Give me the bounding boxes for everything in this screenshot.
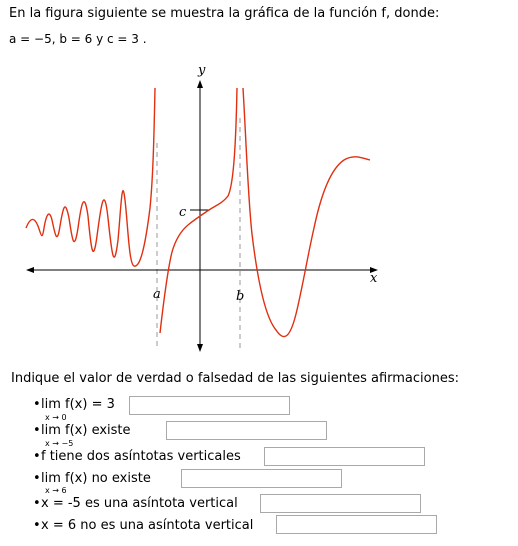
y-axis-label: y: [198, 63, 206, 78]
statement-text: f tiene dos asíntotas verticales: [41, 449, 241, 464]
x-axis-left-arrow: [26, 267, 34, 273]
b-label: b: [236, 289, 245, 304]
answer-input-1[interactable]: [129, 396, 290, 415]
y-axis-up-arrow: [197, 80, 203, 88]
intro-text: En la figura siguiente se muestra la gráfica de la función f, donde:: [9, 6, 440, 21]
parameters-text: a = −5, b = 6 y c = 3 .: [9, 32, 147, 46]
bullet: •: [33, 518, 41, 533]
limit-subscript: x → 6: [45, 486, 67, 495]
answer-input-4[interactable]: [181, 469, 342, 488]
y-axis-down-arrow: [197, 344, 203, 352]
c-label: c: [179, 205, 187, 220]
x-axis-label: x: [370, 271, 378, 286]
answer-input-3[interactable]: [264, 447, 425, 466]
bullet: •: [33, 496, 41, 511]
bullet: •: [33, 423, 41, 438]
statement-text: lim f(x) = 3: [41, 397, 115, 412]
limit-subscript: x → 0: [45, 413, 67, 422]
a-label: a: [153, 287, 161, 302]
bullet: •: [33, 397, 41, 412]
statement-text: x = 6 no es una asíntota vertical: [41, 518, 254, 533]
bullet: •: [33, 471, 41, 486]
statement-item: [33, 449, 241, 469]
statement-text: lim f(x) no existe: [41, 471, 151, 486]
statement-text: lim f(x) existe: [41, 423, 131, 438]
answer-input-6[interactable]: [276, 515, 437, 534]
limit-subscript: x → −5: [45, 439, 74, 448]
statement-item: [33, 518, 253, 538]
statement-item: [33, 496, 238, 516]
function-graph: [22, 58, 392, 358]
question-text: Indique el valor de verdad o falsedad de las siguientes afirmaciones:: [11, 371, 460, 386]
answer-input-5[interactable]: [260, 494, 421, 513]
bullet: •: [33, 449, 41, 464]
answer-input-2[interactable]: [166, 421, 327, 440]
statement-text: x = -5 es una asíntota vertical: [41, 496, 238, 511]
function-curve: [26, 88, 370, 337]
